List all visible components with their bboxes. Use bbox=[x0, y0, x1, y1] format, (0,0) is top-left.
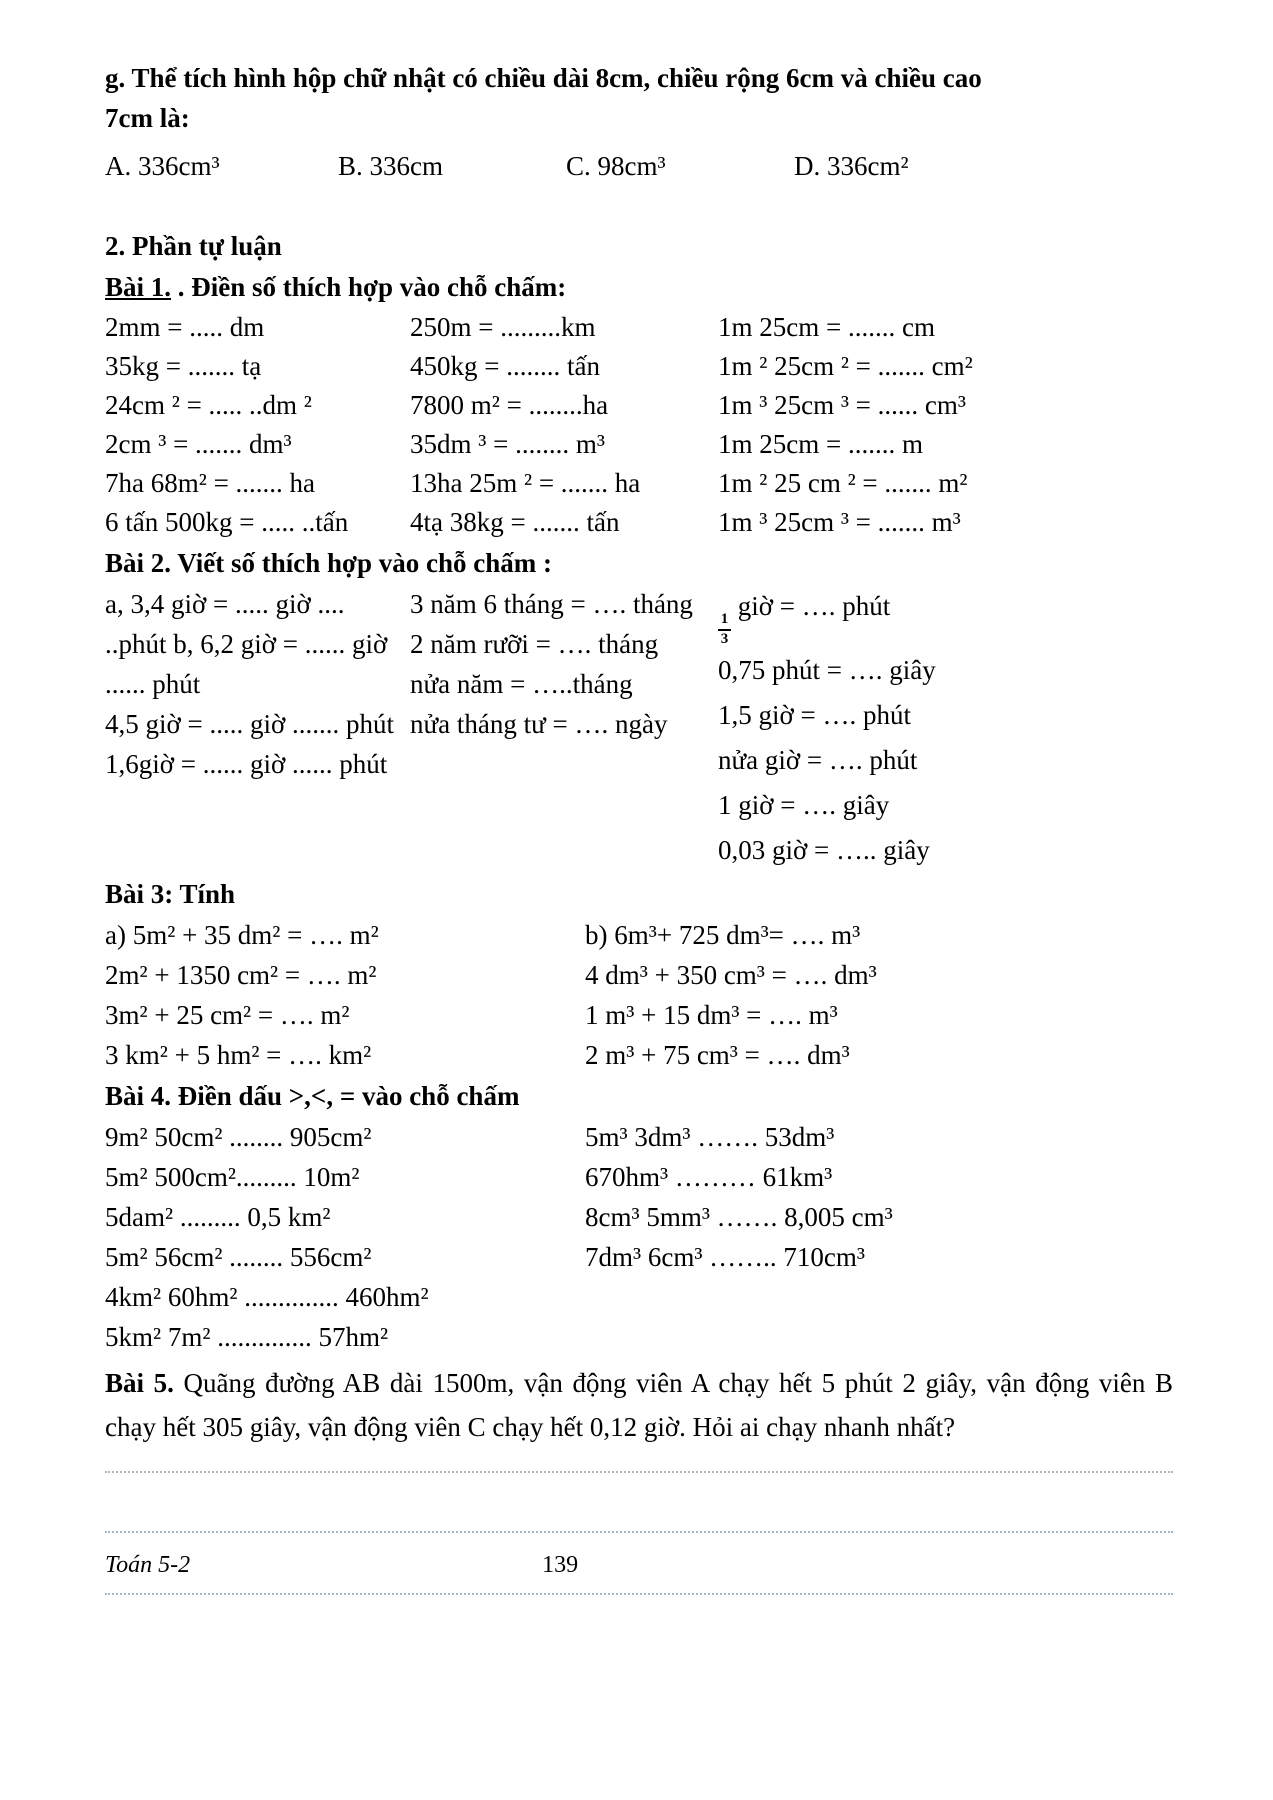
bai-3-columns bbox=[105, 915, 1173, 1075]
calc-item: 4 dm³ + 350 cm³ = …. dm³ bbox=[585, 959, 877, 990]
fill-blank-item: 0,75 phút = …. giây bbox=[718, 654, 936, 685]
footer-page-number: 139 bbox=[542, 1551, 579, 1578]
fraction-numerator: 1 bbox=[720, 611, 729, 627]
fill-blank-item: nửa tháng tư = …. ngày bbox=[410, 709, 668, 739]
page-separator bbox=[105, 1531, 1173, 1533]
fill-blank-item: 7800 m² = ........ha bbox=[410, 390, 609, 420]
option-a: A. 336cm³ bbox=[105, 151, 220, 181]
question-g-options bbox=[105, 146, 1173, 186]
fill-blank-item: 2 năm rưỡi = …. tháng bbox=[410, 629, 659, 659]
question-g bbox=[105, 58, 1173, 186]
fill-blank-item: 1m ² 25cm ² = ....... cm² bbox=[718, 351, 973, 381]
bai-2-col1 bbox=[105, 584, 410, 784]
fill-blank-item: 3 năm 6 tháng = …. tháng bbox=[410, 589, 693, 619]
page-separator bbox=[105, 1593, 1173, 1595]
bai-1-title-text: . Điền số thích hợp vào chỗ chấm: bbox=[171, 272, 567, 302]
fill-blank-item: 24cm ² = ..... ..dm ² bbox=[105, 390, 312, 420]
fill-blank-item: 450kg = ........ tấn bbox=[410, 351, 600, 381]
bai-5 bbox=[105, 1361, 1173, 1449]
page-separator bbox=[105, 1471, 1173, 1473]
compare-item: 5m³ 3dm³ ……. 53dm³ bbox=[585, 1121, 835, 1152]
page-footer bbox=[105, 1547, 1173, 1583]
fill-blank-item: 1m ³ 25cm ³ = ...... cm³ bbox=[718, 390, 966, 420]
section-2-title: 2. Phần tự luận bbox=[105, 231, 282, 261]
bai-2 bbox=[105, 542, 1173, 873]
fill-blank-item: 1m 25cm = ....... cm bbox=[718, 312, 935, 342]
fill-blank-item: 1m 25cm = ....... m bbox=[718, 429, 923, 459]
compare-item: 4km² 60hm² .............. 460hm² bbox=[105, 1281, 429, 1312]
bai-1-title bbox=[105, 266, 1173, 308]
bai-5-label: Bài 5. bbox=[105, 1367, 174, 1398]
fill-blank-item: 13ha 25m ² = ....... ha bbox=[410, 468, 641, 498]
bai-2-col3 bbox=[718, 584, 1173, 873]
calc-item: 3m² + 25 cm² = …. m² bbox=[105, 999, 350, 1030]
fill-blank-item: ...... phút bbox=[105, 669, 201, 699]
bai-1-label: Bài 1. bbox=[105, 272, 172, 302]
compare-item: 5dam² ......... 0,5 km² bbox=[105, 1201, 331, 1232]
option-d: D. 336cm² bbox=[794, 151, 909, 181]
fill-blank-item: 1,5 giờ = …. phút bbox=[718, 699, 912, 730]
fill-blank-item: 1m ² 25 cm ² = ....... m² bbox=[718, 468, 968, 498]
bai-5-text: Quãng đường AB dài 1500m, vận động viên A chạy hết 5 phút 2 giây, vận động viên B chạy hết 305 giây, vận động viên C chạy hết 0,12 giờ. Hỏi ai chạy nhanh nhất? bbox=[105, 1367, 1173, 1442]
option-b: B. 336cm bbox=[338, 151, 443, 181]
question-g-line1: g. Thể tích hình hộp chữ nhật có chiều dài 8cm, chiều rộng 6cm và chiều cao bbox=[105, 63, 982, 93]
question-g-line2: 7cm là: bbox=[105, 103, 190, 133]
fill-blank-item: 250m = .........km bbox=[410, 312, 596, 342]
bai-4-title: Bài 4. Điền dấu >,<, = vào chỗ chấm bbox=[105, 1080, 520, 1111]
fill-blank-item: 2cm ³ = ....... dm³ bbox=[105, 429, 292, 459]
footer-book-title: Toán 5-2 bbox=[105, 1551, 191, 1578]
compare-item: 670hm³ ……… 61km³ bbox=[585, 1161, 833, 1192]
bai-2-col2 bbox=[410, 584, 718, 744]
bai-2-columns bbox=[105, 584, 1173, 873]
compare-item: 5m² 500cm²......... 10m² bbox=[105, 1161, 360, 1192]
fill-blank-item: ..phút b, 6,2 giờ = ...... giờ bbox=[105, 629, 388, 659]
fraction-denominator: 3 bbox=[720, 630, 729, 647]
calc-item: 2 m³ + 75 cm³ = …. dm³ bbox=[585, 1039, 850, 1070]
fill-blank-item: 6 tấn 500kg = ..... ..tấn bbox=[105, 507, 349, 537]
compare-item: 5km² 7m² .............. 57hm² bbox=[105, 1321, 389, 1352]
fill-blank-item: 4,5 giờ = ..... giờ ....... phút bbox=[105, 709, 395, 739]
bai-2-title: Bài 2. Viết số thích hợp vào chỗ chấm : bbox=[105, 548, 552, 578]
bai-3 bbox=[105, 873, 1173, 1075]
bai-3-right bbox=[585, 915, 1173, 1075]
bai-1 bbox=[105, 266, 1173, 542]
fill-blank-item bbox=[718, 584, 1173, 648]
compare-item: 7dm³ 6cm³ …….. 710cm³ bbox=[585, 1241, 866, 1272]
calc-item: 2m² + 1350 cm² = …. m² bbox=[105, 959, 377, 990]
calc-item: 3 km² + 5 hm² = …. km² bbox=[105, 1039, 372, 1070]
fill-blank-item: nửa giờ = …. phút bbox=[718, 744, 918, 775]
bai-3-left bbox=[105, 915, 585, 1075]
fill-blank-item: 1m ³ 25cm ³ = ....... m³ bbox=[718, 507, 961, 537]
fill-blank-item: 4tạ 38kg = ....... tấn bbox=[410, 507, 620, 537]
fill-blank-item: a, 3,4 giờ = ..... giờ .... bbox=[105, 589, 345, 619]
bai-4 bbox=[105, 1075, 1173, 1357]
fill-blank-item: 1 giờ = …. giây bbox=[718, 789, 890, 820]
bai-3-title: Bài 3: Tính bbox=[105, 878, 236, 909]
bai-4-left bbox=[105, 1117, 585, 1357]
compare-item: 8cm³ 5mm³ ……. 8,005 cm³ bbox=[585, 1201, 893, 1232]
fill-blank-item: 1,6giờ = ...... giờ ...... phút bbox=[105, 749, 388, 779]
compare-item: 5m² 56cm² ........ 556cm² bbox=[105, 1241, 372, 1272]
bai-4-columns bbox=[105, 1117, 1173, 1357]
fraction-one-third bbox=[718, 612, 731, 648]
option-c: C. 98cm³ bbox=[566, 151, 666, 181]
fill-blank-item: 2mm = ..... dm bbox=[105, 312, 265, 342]
fill-blank-item: 35dm ³ = ........ m³ bbox=[410, 429, 605, 459]
fill-blank-item: 7ha 68m² = ....... ha bbox=[105, 468, 316, 498]
compare-item: 9m² 50cm² ........ 905cm² bbox=[105, 1121, 372, 1152]
fill-blank-item: 35kg = ....... tạ bbox=[105, 351, 262, 381]
fill-blank-item: nửa năm = …..tháng bbox=[410, 669, 633, 699]
bai-1-table bbox=[105, 308, 1173, 542]
bai-4-right bbox=[585, 1117, 1173, 1357]
calc-item: 1 m³ + 15 dm³ = …. m³ bbox=[585, 999, 838, 1030]
fill-blank-item: 0,03 giờ = ….. giây bbox=[718, 834, 930, 865]
calc-item: b) 6m³+ 725 dm³= …. m³ bbox=[585, 919, 861, 950]
calc-item: a) 5m² + 35 dm² = …. m² bbox=[105, 919, 379, 950]
fill-blank-text: giờ = …. phút bbox=[731, 591, 891, 621]
